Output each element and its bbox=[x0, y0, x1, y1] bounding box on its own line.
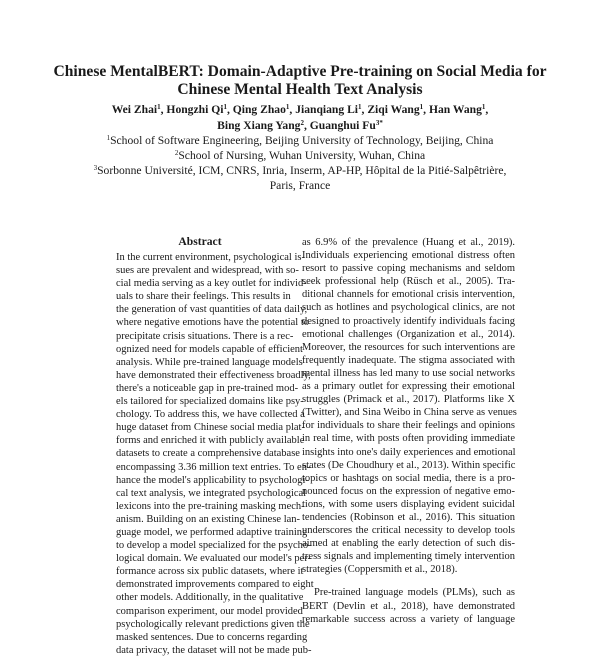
paragraph-gap bbox=[302, 576, 515, 586]
text-line: resort to passive coping mechanisms and seldom bbox=[302, 263, 515, 275]
text-line: remarkable success across a variety of language bbox=[302, 613, 515, 625]
text-line: cal text analysis, we integrated psychological bbox=[116, 487, 307, 499]
text-line: frequently inadequate. The stigma associated with bbox=[302, 354, 515, 366]
text-line: where negative emotions have the potential to bbox=[116, 317, 310, 329]
affiliation-text: Paris, France bbox=[269, 179, 331, 192]
text-line: hance the model's applicability to psychologi- bbox=[116, 474, 309, 486]
text-line: Moreover, the resources for such interventions are bbox=[302, 341, 515, 353]
author-sup: 2 bbox=[300, 119, 304, 127]
author-sup: 1 bbox=[223, 103, 227, 111]
text-line: strategies (Coppersmith et al., 2018). bbox=[302, 564, 458, 576]
text-line: (Twitter), and Sina Weibo in China serve as venues bbox=[302, 407, 517, 419]
text-line: there's a noticeable gap in pre-trained mod- bbox=[116, 382, 299, 394]
text-line: mental illness has led many to use social networks bbox=[302, 367, 515, 379]
text-line: states (De Choudhury et al., 2013). Within specific bbox=[302, 459, 516, 471]
text-line: guage model, we performed adaptive training bbox=[116, 526, 308, 538]
author: Wei Zhai bbox=[111, 103, 158, 116]
author-sup: 1 bbox=[157, 103, 161, 111]
text-line: Individuals experiencing emotional distress often bbox=[302, 250, 515, 262]
author-sup: 1 bbox=[285, 103, 290, 111]
text-line: emotional challenges (Organization et al., 2014). bbox=[302, 328, 515, 340]
author-sup: 3* bbox=[375, 119, 383, 127]
text-line: as 6.9% of the prevalence (Huang et al., 2019). bbox=[302, 237, 515, 248]
text-line: the generation of vast quantities of data daily, bbox=[116, 304, 308, 316]
text-line: huge dataset from Chinese social media plat- bbox=[116, 422, 305, 434]
author-sup: 1 bbox=[419, 103, 424, 111]
text-line: designed to proactively identify individuals facing bbox=[302, 315, 515, 327]
abstract-heading: Abstract bbox=[178, 235, 222, 248]
introduction-body bbox=[302, 236, 515, 626]
text-line: tress signals and implementing timely intervention bbox=[302, 551, 515, 563]
author-sup: 1 bbox=[358, 103, 362, 111]
text-line: els tailored for specialized domains like psy- bbox=[116, 396, 304, 408]
text-line: BERT (Devlin et al., 2018), have demonstrated bbox=[302, 600, 515, 612]
text-line: ognized need for models capable of efficient bbox=[116, 343, 303, 355]
text-line: seek professional help (Rüsch et al., 2005). Tra- bbox=[302, 276, 515, 288]
text-line: masked sentences. Due to concerns regarding bbox=[116, 631, 308, 643]
text-line: comparison experiment, our model provided bbox=[116, 605, 303, 617]
text-line: to develop a model specialized for the psycho- bbox=[116, 540, 312, 552]
text-line: struggles (Primack et al., 2017). Platforms like X bbox=[302, 394, 515, 406]
text-line: aimed at enabling the early detection of such dis- bbox=[302, 538, 515, 550]
text-line: analysis. While pre-trained language models bbox=[116, 356, 303, 368]
author-sep: , bbox=[485, 103, 489, 116]
affiliation bbox=[0, 149, 600, 162]
affiliation-text: Sorbonne Université, ICM, CNRS, Inria, Inserm, AP-HP, Hôpital de la Pitié-Salpêtrière, bbox=[97, 164, 507, 177]
text-line: forms and enriched it with publicly available bbox=[116, 435, 305, 447]
author: , Ziqi Wang bbox=[361, 103, 420, 116]
text-line: ditional channels for emotional crisis intervention, bbox=[302, 289, 515, 301]
author: , Hongzhi Qi bbox=[160, 103, 224, 116]
text-line: formance across six public datasets, where it bbox=[116, 566, 304, 578]
text-line: underscores the critical necessity to develop tools bbox=[302, 525, 515, 537]
paper-title-line-2: Chinese Mental Health Text Analysis bbox=[177, 81, 423, 98]
author: Bing Xiang Yang bbox=[217, 119, 301, 132]
text-line: have demonstrated their effectiveness broadly, bbox=[116, 369, 311, 381]
paper-title-line-1: Chinese MentalBERT: Domain-Adaptive Pre-training on Social Media for bbox=[53, 63, 547, 80]
affiliation bbox=[0, 179, 600, 192]
text-line: Pre-trained language models (PLMs), such as bbox=[314, 587, 515, 599]
affiliation-sup: 2 bbox=[174, 149, 179, 157]
affiliation bbox=[0, 164, 600, 177]
text-line: insights into one's daily experiences and emotional bbox=[302, 446, 516, 458]
author-sup: 1 bbox=[481, 103, 486, 111]
text-line: anism. Building on an existing Chinese lan- bbox=[116, 513, 301, 525]
text-line: uals to share their feelings. This results in bbox=[116, 291, 291, 303]
text-line: In the current environment, psychological is- bbox=[116, 252, 305, 263]
author: , Han Wang bbox=[423, 103, 482, 116]
text-line: demonstrated improvements compared to eight bbox=[116, 579, 314, 591]
affiliation-sup: 1 bbox=[106, 134, 111, 142]
text-line: tions, with some users displaying evident suicidal bbox=[302, 498, 515, 510]
text-line: logical domain. We evaluated our model's per- bbox=[116, 553, 312, 565]
author: , Jianqiang Li bbox=[289, 103, 359, 116]
text-line: encompassing 3.36 million text entries. To en- bbox=[116, 461, 311, 473]
text-line: such as hotlines and psychological clinics, are not bbox=[302, 302, 515, 314]
text-line: chology. To address this, we have collected a bbox=[116, 409, 305, 421]
affiliation-text: School of Nursing, Wuhan University, Wuhan, China bbox=[178, 149, 426, 162]
authors-line-2 bbox=[0, 119, 600, 132]
text-line: in real time, with posts often providing immediate bbox=[302, 433, 515, 445]
affiliation-text: School of Software Engineering, Beijing University of Technology, Beijing, China bbox=[110, 134, 494, 147]
authors-line-1 bbox=[0, 103, 600, 116]
text-line: tendencies (Robinson et al., 2016). This situation bbox=[302, 511, 515, 523]
text-line: precipitate crisis situations. There is a rec- bbox=[116, 330, 294, 342]
text-line: nounced focus on the expression of negative emo- bbox=[302, 485, 515, 497]
text-line: other models. Additionally, in the qualitative bbox=[116, 592, 304, 604]
text-line: for individuals to share their feelings and opinions bbox=[302, 420, 515, 432]
author: , Guanghui Fu bbox=[303, 119, 376, 132]
text-line: lexicons into the pre-training masking mech- bbox=[116, 500, 305, 512]
text-line: psychologically relevant predictions given the bbox=[116, 618, 310, 630]
affiliation bbox=[0, 134, 600, 147]
text-line: datasets to create a comprehensive database bbox=[116, 448, 300, 460]
text-line: data privacy, the dataset will not be made pub- bbox=[116, 644, 312, 656]
author: , Qing Zhao bbox=[226, 103, 286, 116]
text-line: as a primary outlet for expressing their emotional bbox=[302, 381, 515, 393]
text-line: cial media serving as a key outlet for individ- bbox=[116, 278, 307, 290]
text-line: sues are prevalent and widespread, with so- bbox=[116, 265, 299, 277]
abstract-body bbox=[116, 251, 314, 657]
affiliation-sup: 3 bbox=[93, 164, 98, 172]
text-line: topics or hashtags on social media, there is a pro- bbox=[302, 472, 515, 484]
